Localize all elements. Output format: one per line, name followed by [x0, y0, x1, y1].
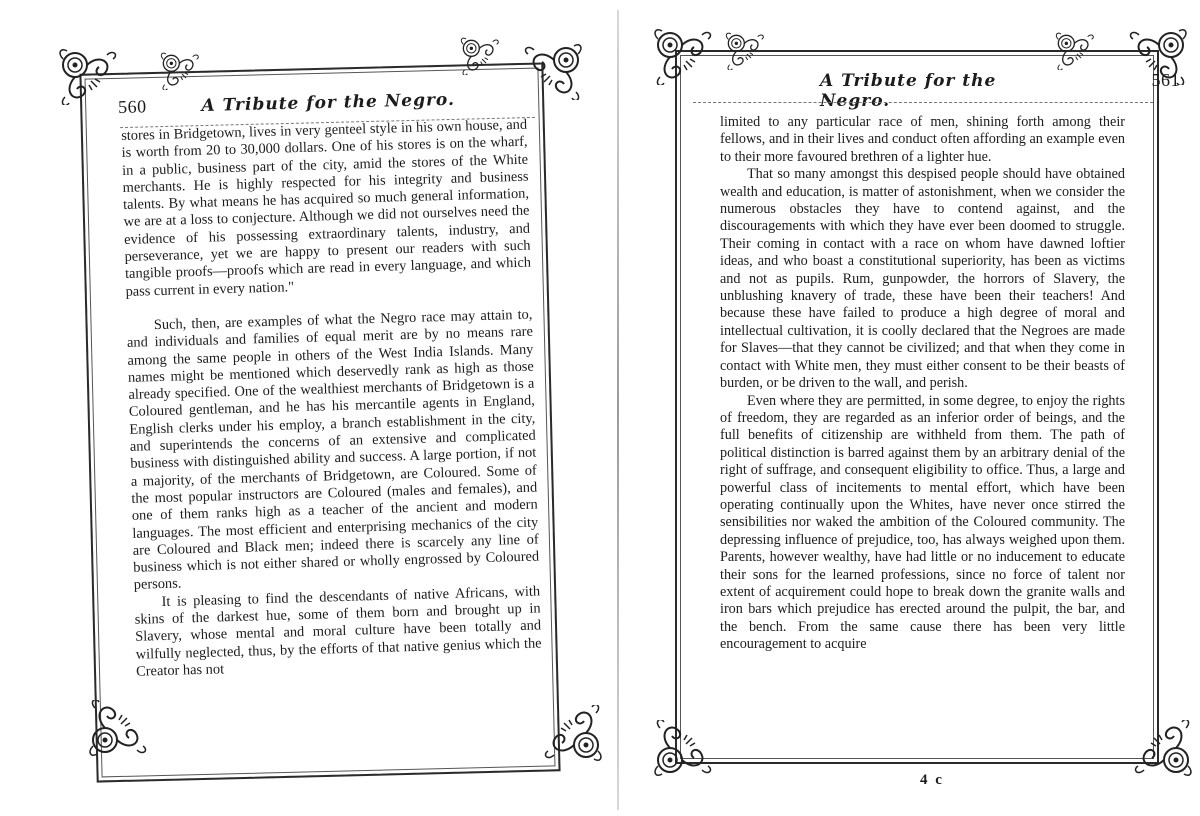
left-body-text	[121, 117, 542, 681]
signature-mark: 4 c	[920, 772, 944, 788]
header-ornament-icon	[715, 30, 775, 70]
running-head-title: A Tribute for the Negro.	[201, 89, 456, 116]
paragraph: limited to any particular race of men, shining forth among their fellows, and in their lives and conduct often affording an example even to their more favoured brethren of a lighter hue.	[720, 114, 1125, 165]
header-rule	[693, 102, 1153, 103]
header-ornament-icon	[150, 50, 210, 90]
corner-ornament-icon	[520, 40, 586, 100]
right-page	[625, 0, 1200, 816]
running-head-title: A Tribute for the Negro.	[820, 71, 997, 111]
paragraph: stores in Bridgetown, lives in very genteel style in his own house, and is worth from 20 to 30,000 dollars. One of his stores is on the wharf, in a public, business part of the city, amid the stores of the White merchants. He is highly respected for his integrity and business talents. By what means he has acquired so much general information, we are at a loss to conjecture. Although we did not ourselves need the evidence of his possessing extraordinary talents, industry, and perseverance, yet we are happy to present our readers with such tangible proofs—proofs which are read in every language, and which pass current in every nation."	[121, 116, 532, 300]
header-ornament-icon	[1045, 30, 1105, 70]
right-body-text	[720, 114, 1125, 654]
page-gutter	[617, 10, 619, 810]
running-head	[820, 70, 1180, 111]
page-number: 561	[1151, 70, 1180, 90]
paragraph: Such, then, are examples of what the Negro race may attain to, and individuals and families of equal merit are by no means rare among the same people in others of the West India Islands. Many names might be mentioned which deservedly rank as high as those already specified. One of the wealthiest merchants of Bridgetown is a Coloured gentleman, and he has his mercantile agents in England, English clerks under his employ, a branch establishment in the city, and superintends the concerns of an extensive and complicated business with distinguished ability and success. A large portion, if not a majority, of the merchants of Bridgetown, are Coloured. Some of the most popular instructors are Coloured (males and females), and one of them ranks high as a teacher of the ancient and modern languages. The most efficient and enterprising mechanics of the city are Coloured and Black men; indeed there is scarcely any line of business which is not either shared or wholly engrossed by Coloured persons.	[126, 306, 540, 594]
header-ornament-icon	[450, 35, 510, 75]
corner-ornament-icon	[85, 700, 151, 760]
corner-ornament-icon	[540, 705, 606, 765]
page-number: 560	[117, 96, 147, 118]
corner-ornament-icon	[650, 720, 716, 780]
paragraph: Even where they are permitted, in some degree, to enjoy the rights of freedom, they are regarded as an inferior order of beings, and the full benefits of citizenship are withheld from them. The path of political distinction is barred against them by an arbitrary denial of the right of suffrage, and consequent eligibility to office. Thus, a large and powerful class of incitements to mental effort, which have been operating continually upon the Whites, have never once stirred the sensibilities nor waked the ambition of the Coloured community. The depressing influence of prejudice, too, has always weighed upon them. Parents, however wealthy, have had little or no inducement to educate their sons for the learned professions, since no force of talent nor extent of acquirement could hope to break down the granite walls and iron bars which prejudice has erected around the pulpit, the bar, and the bench. From the same cause there has been very little encouragement to acquire	[720, 392, 1125, 653]
paragraph: It is pleasing to find the descendants of native Africans, with skins of the darkest hue, some of them born and brought up in Slavery, whose mental and moral culture have been totally and wilfully neglected, thus, by the efforts of that native genius which the Creator has not	[134, 583, 542, 680]
corner-ornament-icon	[650, 25, 716, 85]
corner-ornament-icon	[1130, 720, 1196, 780]
corner-ornament-icon	[55, 45, 121, 105]
paragraph: That so many amongst this despised people should have obtained wealth and education, is matter of astonishment, when we consider the numerous obstacles they have to contend against, and the discouragements with which they have ever been doomed to struggle. Their coming in contact with a race on whom have dawned loftier ideas, and who boast a constitutional superiority, has been as victims and not as pupils. Rum, gunpowder, the horrors of Slavery, the unblushing knavery of trade, these have been their teachers! And because these have failed to produce a high degree of moral and intellectual cultivation, it is coolly declared that the Negroes are made for Slaves—that they cannot be civilized; and that when they come in contact with White men, they must either consent to be their beasts of burden, or be driven to the wall, and perish.	[720, 166, 1125, 392]
